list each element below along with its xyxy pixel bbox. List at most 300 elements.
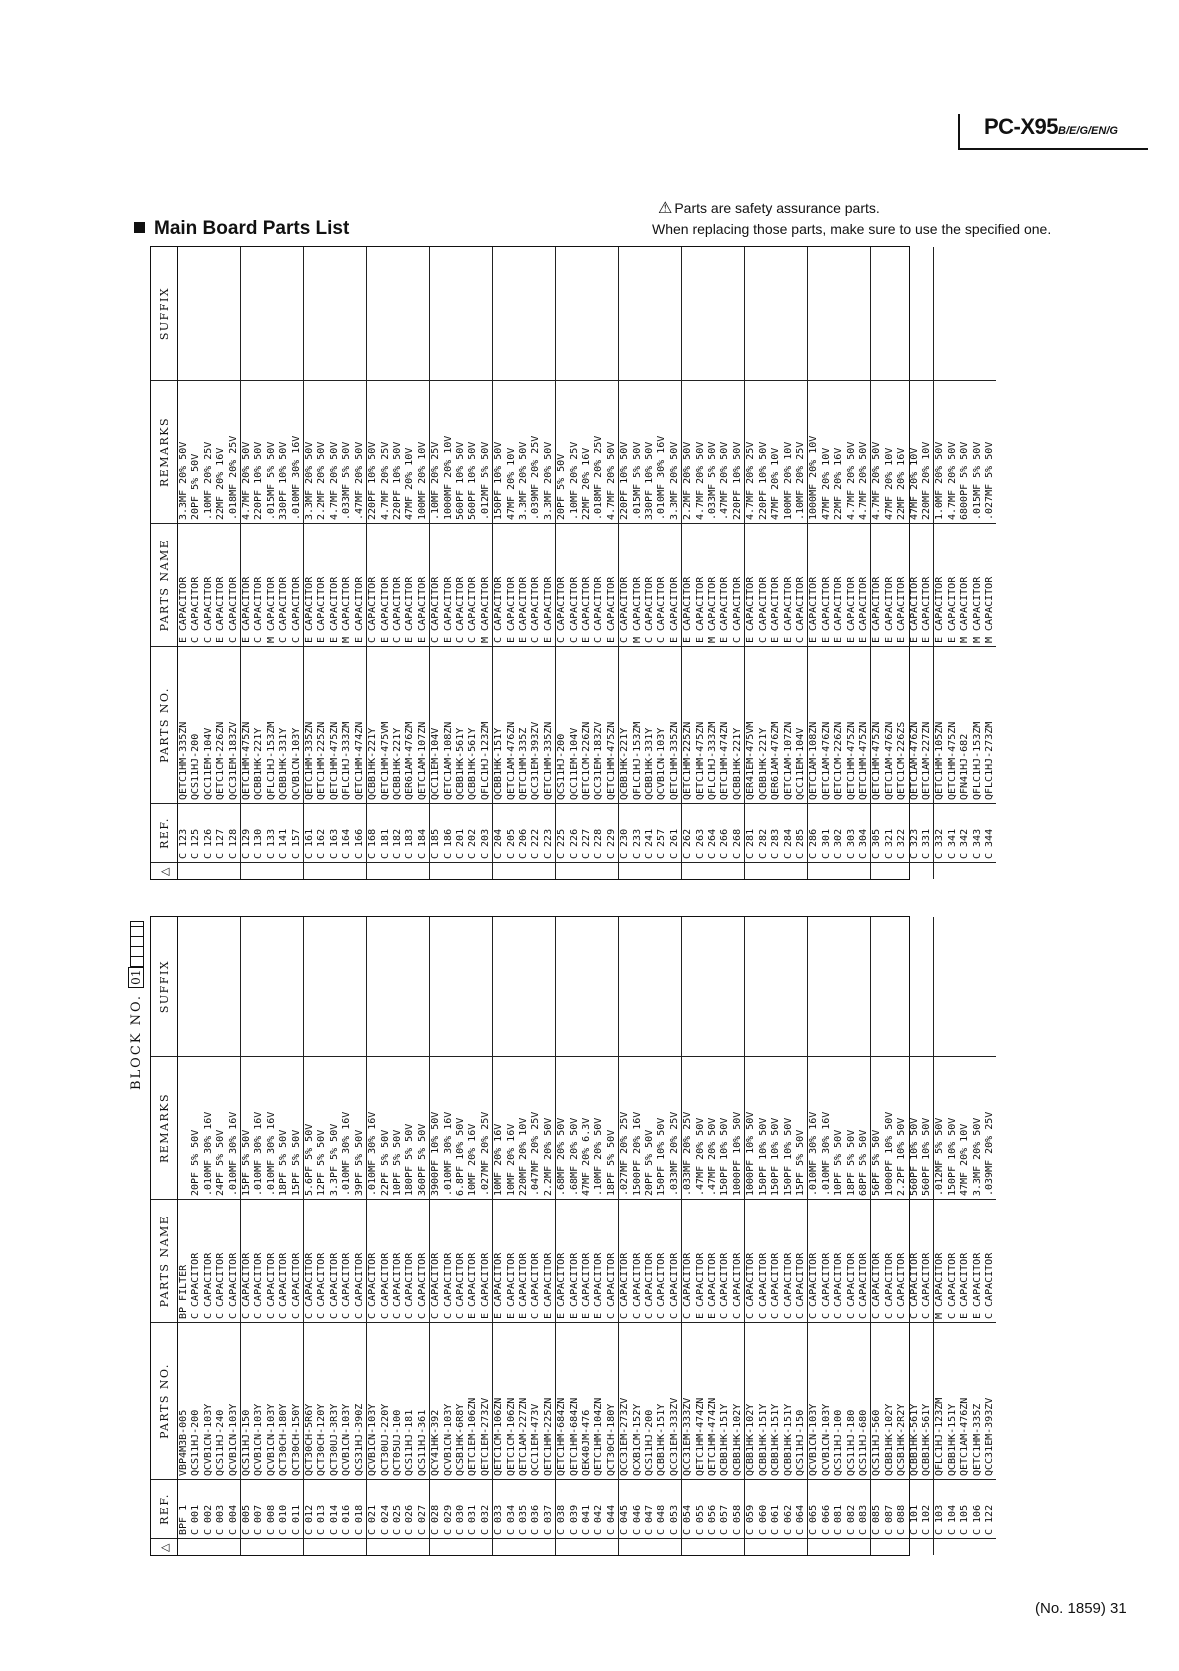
parts-no-cell: QCVB1CN-103Y [266,1323,278,1480]
parts-no-cell: QCVB1CN-103Y [203,1323,215,1480]
suffix-cell [278,917,290,1057]
remarks-cell: 47MF 20% 10V [909,381,921,524]
parts-no-cell: QCS11HJ-100 [833,1323,845,1480]
suffix-cell [606,247,619,381]
ref-cell: C 181 [380,804,392,863]
remarks-cell: 150PF 10% 50V [493,381,506,524]
parts-no-cell: QETC1AM-108ZN [808,647,821,804]
suffix-cell [947,247,959,381]
warning-triangle-icon: ⚠ [658,200,673,217]
suffix-cell [745,247,758,381]
parts-no-cell: QETC1HM-475ZN [329,647,341,804]
parts-name-cell: E CAPACITOR [745,524,758,647]
warning-triangle-icon: △ [157,866,171,876]
safety-flag-cell [947,863,959,880]
parts-name-cell: M CAPACITOR [984,524,996,647]
suffix-cell [884,917,896,1057]
suffix-cell [291,917,304,1057]
safety-flag-cell [821,1539,833,1556]
parts-no-cell: QCC11EM-104V [569,647,581,804]
safety-flag-cell [808,863,821,880]
suffix-cell [984,917,996,1057]
suffix-cell [543,917,556,1057]
suffix-cell [821,917,833,1057]
safety-flag-cell [304,863,317,880]
parts-no-cell: QETC1CM-226ZS [896,647,908,804]
table-row [443,247,455,879]
parts-name-cell: C CAPACITOR [316,1200,328,1323]
table-row [404,247,416,879]
safety-flag-cell [354,863,367,880]
suffix-cell [329,247,341,381]
parts-name-cell: M CAPACITOR [266,524,278,647]
parts-name-cell: E CAPACITOR [518,1200,530,1323]
page-number: (No. 1859) 31 [1035,1600,1127,1617]
parts-no-cell: QCS11HJ-180 [846,1323,858,1480]
parts-name-cell: E CAPACITOR [556,1200,569,1323]
safety-flag-cell [291,863,304,880]
warning-triangle-icon: △ [157,1542,171,1552]
remarks-cell: 150PF 10% 50V [656,1057,668,1200]
ref-cell: C 186 [443,804,455,863]
suffix-cell [758,917,770,1057]
suffix-cell [871,917,884,1057]
parts-name-cell: E CAPACITOR [972,1200,984,1323]
remarks-cell: 68PF 5% 50V [858,1057,871,1200]
parts-name-cell: E CAPACITOR [947,524,959,647]
table-row [329,917,341,1555]
parts-name-cell: C CAPACITOR [530,524,542,647]
table-row [354,917,367,1555]
parts-name-cell: C CAPACITOR [253,524,265,647]
suffix-cell [959,247,971,381]
safety-flag-cell [190,863,202,880]
safety-flag-cell [783,1539,795,1556]
parts-name-cell: C CAPACITOR [493,524,506,647]
remarks-cell: .015MF 5% 50V [972,381,984,524]
remarks-cell: 15PF 5% 50V [291,1057,304,1200]
parts-no-cell: QCT30CH-5R6Y [304,1323,317,1480]
remarks-cell: .68MF 20% 50V [556,1057,569,1200]
table-row [808,247,821,879]
rotated-table-right [151,247,995,879]
remarks-cell: 22MF 20% 16V [896,381,908,524]
parts-name-cell: M CAPACITOR [959,524,971,647]
safety-flag-cell [253,1539,265,1556]
parts-no-cell: QCVB1CN-103Y [443,1323,455,1480]
table-row [417,917,430,1555]
safety-flag-header [151,1539,178,1556]
parts-name-cell: C CAPACITOR [329,1200,341,1323]
ref-cell: C 101 [909,1480,921,1539]
parts-no-cell: QCBB1HK-221Y [392,647,404,804]
table-row [569,247,581,879]
ref-cell: C 102 [921,1480,934,1539]
parts-no-cell: QETC1AM-107ZN [783,647,795,804]
section-title [134,218,349,240]
ref-cell: C 202 [467,804,479,863]
table-row [530,247,542,879]
remarks-cell: 2.2PF 10% 50V [896,1057,908,1200]
table-row [417,247,430,879]
remarks-cell: .010MF 30% 16V [291,381,304,524]
table-row [984,917,996,1555]
remarks-cell: .047MF 20% 25V [530,1057,542,1200]
table-row [947,917,959,1555]
parts-no-cell: QCXB1CM-152Y [632,1323,644,1480]
ref-cell: C 056 [707,1480,719,1539]
parts-name-cell: C CAPACITOR [430,1200,443,1323]
ref-cell: C 286 [808,804,821,863]
parts-no-header: PARTS NO. [151,1323,178,1480]
ref-cell: C 206 [518,804,530,863]
safety-flag-cell [404,1539,416,1556]
safety-flag-cell [581,1539,593,1556]
parts-name-cell: C CAPACITOR [833,1200,845,1323]
remarks-cell: 4.7MF 20% 50V [858,381,871,524]
parts-name-cell: C CAPACITOR [770,1200,782,1323]
parts-no-cell: QETC1AM-476ZN [821,647,833,804]
suffix-cell [404,917,416,1057]
suffix-cell [972,247,984,381]
parts-no-cell: QEK40JM-476 [581,1323,593,1480]
safety-flag-cell [404,863,416,880]
parts-name-cell: C CAPACITOR [228,1200,241,1323]
suffix-cell [443,917,455,1057]
parts-name-cell: E CAPACITOR [719,524,731,647]
table-row [644,247,656,879]
parts-name-cell: C CAPACITOR [719,1200,731,1323]
table-row [934,917,947,1555]
safety-flag-cell [329,863,341,880]
suffix-cell [241,917,254,1057]
suffix-cell [669,917,682,1057]
table-row [467,247,479,879]
remarks-cell: 10MF 20% 16V [506,1057,518,1200]
suffix-cell [833,917,845,1057]
ref-cell: C 342 [959,804,971,863]
safety-flag-cell [795,1539,808,1556]
suffix-cell [921,917,934,1057]
remarks-cell: 220MF 20% 10V [518,1057,530,1200]
suffix-cell [808,247,821,381]
safety-flag-cell [947,1539,959,1556]
safety-flag-cell [530,863,542,880]
safety-flag-cell [506,1539,518,1556]
table-body [178,247,997,879]
parts-name-cell: E CAPACITOR [909,524,921,647]
safety-flag-cell [732,1539,745,1556]
parts-table-left [151,917,996,1555]
suffix-cell [821,247,833,381]
parts-no-cell: QETC1HM-104ZN [593,1323,605,1480]
suffix-cell [530,247,542,381]
ref-cell: C 055 [695,1480,707,1539]
parts-no-cell: QCBB1HK-561Y [909,1323,921,1480]
parts-name-cell: E CAPACITOR [581,524,593,647]
table-row [178,247,191,879]
safety-flag-cell [606,863,619,880]
safety-flag-cell [606,1539,619,1556]
suffix-cell [695,917,707,1057]
table-row [455,247,467,879]
parts-no-cell: QCBB1HK-151Y [783,1323,795,1480]
parts-no-cell: QCBB1HK-331Y [278,647,290,804]
parts-name-cell: E CAPACITOR [543,524,556,647]
parts-name-cell: C CAPACITOR [619,1200,632,1323]
table-row [278,247,290,879]
parts-name-cell: C CAPACITOR [404,1200,416,1323]
ref-cell: C 039 [569,1480,581,1539]
parts-no-cell: QETC1HM-335Z [518,647,530,804]
ref-cell: C 130 [253,804,265,863]
suffix-cell [266,247,278,381]
table-row [367,247,380,879]
ref-cell: C 008 [266,1480,278,1539]
parts-name-cell: E CAPACITOR [884,524,896,647]
remarks-cell: 1000PF 10% 50V [732,1057,745,1200]
parts-no-cell: QCBB1HK-221Y [758,647,770,804]
safety-flag-cell [543,1539,556,1556]
remarks-cell: 1000MF 20% 10V [808,381,821,524]
safety-flag-cell [341,863,353,880]
suffix-cell [506,247,518,381]
suffix-cell [241,247,254,381]
parts-name-cell: E CAPACITOR [707,1200,719,1323]
suffix-cell [480,917,493,1057]
remarks-cell: .033MF 5% 50V [341,381,353,524]
suffix-cell [556,917,569,1057]
remarks-cell: 360PF 5% 50V [417,1057,430,1200]
model-variants: B/E/G/EN/G [1058,125,1118,137]
safety-flag-cell [569,1539,581,1556]
table-row [984,247,996,879]
remarks-cell: 4.7MF 20% 50V [947,381,959,524]
remarks-cell: 220PF 10% 50V [253,381,265,524]
parts-name-cell: C CAPACITOR [190,1200,202,1323]
suffix-cell [316,247,328,381]
parts-name-cell: C CAPACITOR [278,1200,290,1323]
ref-cell: C 053 [669,1480,682,1539]
suffix-cell [707,917,719,1057]
parts-no-cell: QER61AM-476ZM [770,647,782,804]
parts-name-cell: M CAPACITOR [341,524,353,647]
parts-name-cell: C CAPACITOR [606,1200,619,1323]
table-row [380,917,392,1555]
parts-no-cell: QCS11HJ-560 [871,1323,884,1480]
ref-cell: C 129 [241,804,254,863]
table-row [241,917,254,1555]
suffix-cell [203,917,215,1057]
remarks-cell: 20PF 5% 50V [190,381,202,524]
parts-name-cell: C CAPACITOR [656,1200,668,1323]
suffix-cell [430,247,443,381]
ref-cell: C 037 [543,1480,556,1539]
safety-flag-cell [556,863,569,880]
remarks-cell: .47MF 20% 50V [719,381,731,524]
ref-cell: C 185 [430,804,443,863]
ref-cell: C 027 [417,1480,430,1539]
parts-no-cell: QETC1CM-226ZN [833,647,845,804]
suffix-cell [858,917,871,1057]
suffix-cell [707,247,719,381]
suffix-cell [266,917,278,1057]
parts-no-cell: QCT30UJ-3R3Y [329,1323,341,1480]
safety-flag-cell [833,863,845,880]
parts-no-cell: QCVB1CN-103Y [291,647,304,804]
parts-name-cell: C CAPACITOR [795,1200,808,1323]
table-row [682,917,695,1555]
remarks-cell: 18PF 5% 50V [606,1057,619,1200]
parts-name-cell: C CAPACITOR [228,524,241,647]
parts-name-cell: C CAPACITOR [846,1200,858,1323]
suffix-cell [896,247,908,381]
suffix-cell [619,247,632,381]
remarks-cell: 220PF 10% 50V [619,381,632,524]
ref-cell: C 322 [896,804,908,863]
safety-flag-cell [770,863,782,880]
ref-cell: C 261 [669,804,682,863]
ref-cell: C 030 [455,1480,467,1539]
table-row [947,247,959,879]
remarks-cell: 39PF 5% 50V [354,1057,367,1200]
parts-name-cell: M CAPACITOR [972,524,984,647]
safety-flag-cell [417,1539,430,1556]
table-row [732,917,745,1555]
parts-name-cell: C CAPACITOR [392,524,404,647]
safety-flag-cell [656,863,668,880]
safety-flag-cell [266,1539,278,1556]
ref-cell: C 032 [480,1480,493,1539]
safety-flag-cell [430,863,443,880]
remarks-cell: .010MF 30% 16V [203,1057,215,1200]
suffix-cell [253,917,265,1057]
ref-cell: C 157 [291,804,304,863]
safety-flag-cell [934,863,947,880]
table-row [833,247,845,879]
safety-flag-cell [392,1539,404,1556]
suffix-cell [783,917,795,1057]
safety-flag-cell [367,863,380,880]
ref-cell: C 205 [506,804,518,863]
table-row [404,917,416,1555]
parts-name-cell: C CAPACITOR [808,1200,821,1323]
ref-cell: C 123 [178,804,191,863]
table-row [380,247,392,879]
table-row [858,917,871,1555]
remarks-cell [178,1057,191,1200]
safety-flag-cell [959,863,971,880]
ref-cell: C 128 [228,804,241,863]
parts-no-cell: QCBB1HK-561Y [467,647,479,804]
parts-no-cell: QCS11HJ-200 [556,647,569,804]
suffix-cell [480,247,493,381]
ref-cell: C 201 [455,804,467,863]
parts-name-cell: E CAPACITOR [896,524,908,647]
safety-flag-cell [695,863,707,880]
parts-name-cell: C CAPACITOR [758,1200,770,1323]
parts-name-cell: BP FILTER [178,1200,191,1323]
suffix-cell [215,247,227,381]
safety-flag-cell [316,1539,328,1556]
parts-no-cell: QETC1HM-475ZN [871,647,884,804]
safety-flag-cell [808,1539,821,1556]
safety-flag-cell [619,863,632,880]
parts-no-cell: QCBB1HK-102Y [884,1323,896,1480]
ref-cell: C 122 [984,1480,996,1539]
remarks-cell: 4.7MF 20% 50V [871,381,884,524]
safety-flag-cell [846,1539,858,1556]
safety-flag-cell [341,1539,353,1556]
safety-flag-cell [745,1539,758,1556]
parts-no-cell: QCVB1CN-103Y [821,1323,833,1480]
safety-flag-cell [758,863,770,880]
table-row [556,917,569,1555]
ref-cell: C 016 [341,1480,353,1539]
parts-no-cell: QETC1CM-106ZN [493,1323,506,1480]
table-row [581,917,593,1555]
parts-no-cell: QCC11EM-473V [530,1323,542,1480]
safety-notice [652,198,1051,240]
parts-name-cell: E CAPACITOR [871,524,884,647]
table-row [480,247,493,879]
remarks-cell: 3.3MF 20% 50V [972,1057,984,1200]
parts-no-cell: QCC31EM-333ZV [682,1323,695,1480]
ref-cell: C 164 [341,804,353,863]
ref-cell: C 228 [593,804,605,863]
suffix-cell [846,917,858,1057]
suffix-cell [518,247,530,381]
ref-cell: C 332 [934,804,947,863]
parts-name-cell: E CAPACITOR [380,524,392,647]
suffix-cell [178,247,191,381]
safety-flag-cell [871,863,884,880]
remarks-cell: 1000PF 10% 50V [884,1057,896,1200]
parts-no-cell: QCS11HJ-361 [417,1323,430,1480]
suffix-cell [278,247,290,381]
ref-cell: C 133 [266,804,278,863]
suffix-cell [417,247,430,381]
table-row [228,247,241,879]
table-row [770,247,782,879]
parts-table-right [151,247,996,879]
parts-no-cell: QCS11HJ-200 [644,1323,656,1480]
safety-flag-cell [253,863,265,880]
safety-flag-cell [619,1539,632,1556]
ref-cell: C 163 [329,804,341,863]
parts-name-cell: C CAPACITOR [203,524,215,647]
ref-cell: C 344 [984,804,996,863]
parts-no-cell: QCS31HJ-390Z [354,1323,367,1480]
parts-name-cell: C CAPACITOR [417,1200,430,1323]
parts-name-cell: C CAPACITOR [732,1200,745,1323]
ref-cell: C 033 [493,1480,506,1539]
table-row [178,917,191,1555]
safety-flag-cell [556,1539,569,1556]
ref-cell: C 303 [846,804,858,863]
safety-flag-cell [934,1539,947,1556]
suffix-cell [404,247,416,381]
safety-flag-cell [719,863,731,880]
remarks-cell: 56PF 5% 50V [871,1057,884,1200]
safety-flag-cell [682,863,695,880]
ref-cell: C 284 [783,804,795,863]
ref-cell: C 304 [858,804,871,863]
suffix-cell [884,247,896,381]
table-row [316,917,328,1555]
safety-flag-cell [707,1539,719,1556]
safety-flag-cell [392,863,404,880]
